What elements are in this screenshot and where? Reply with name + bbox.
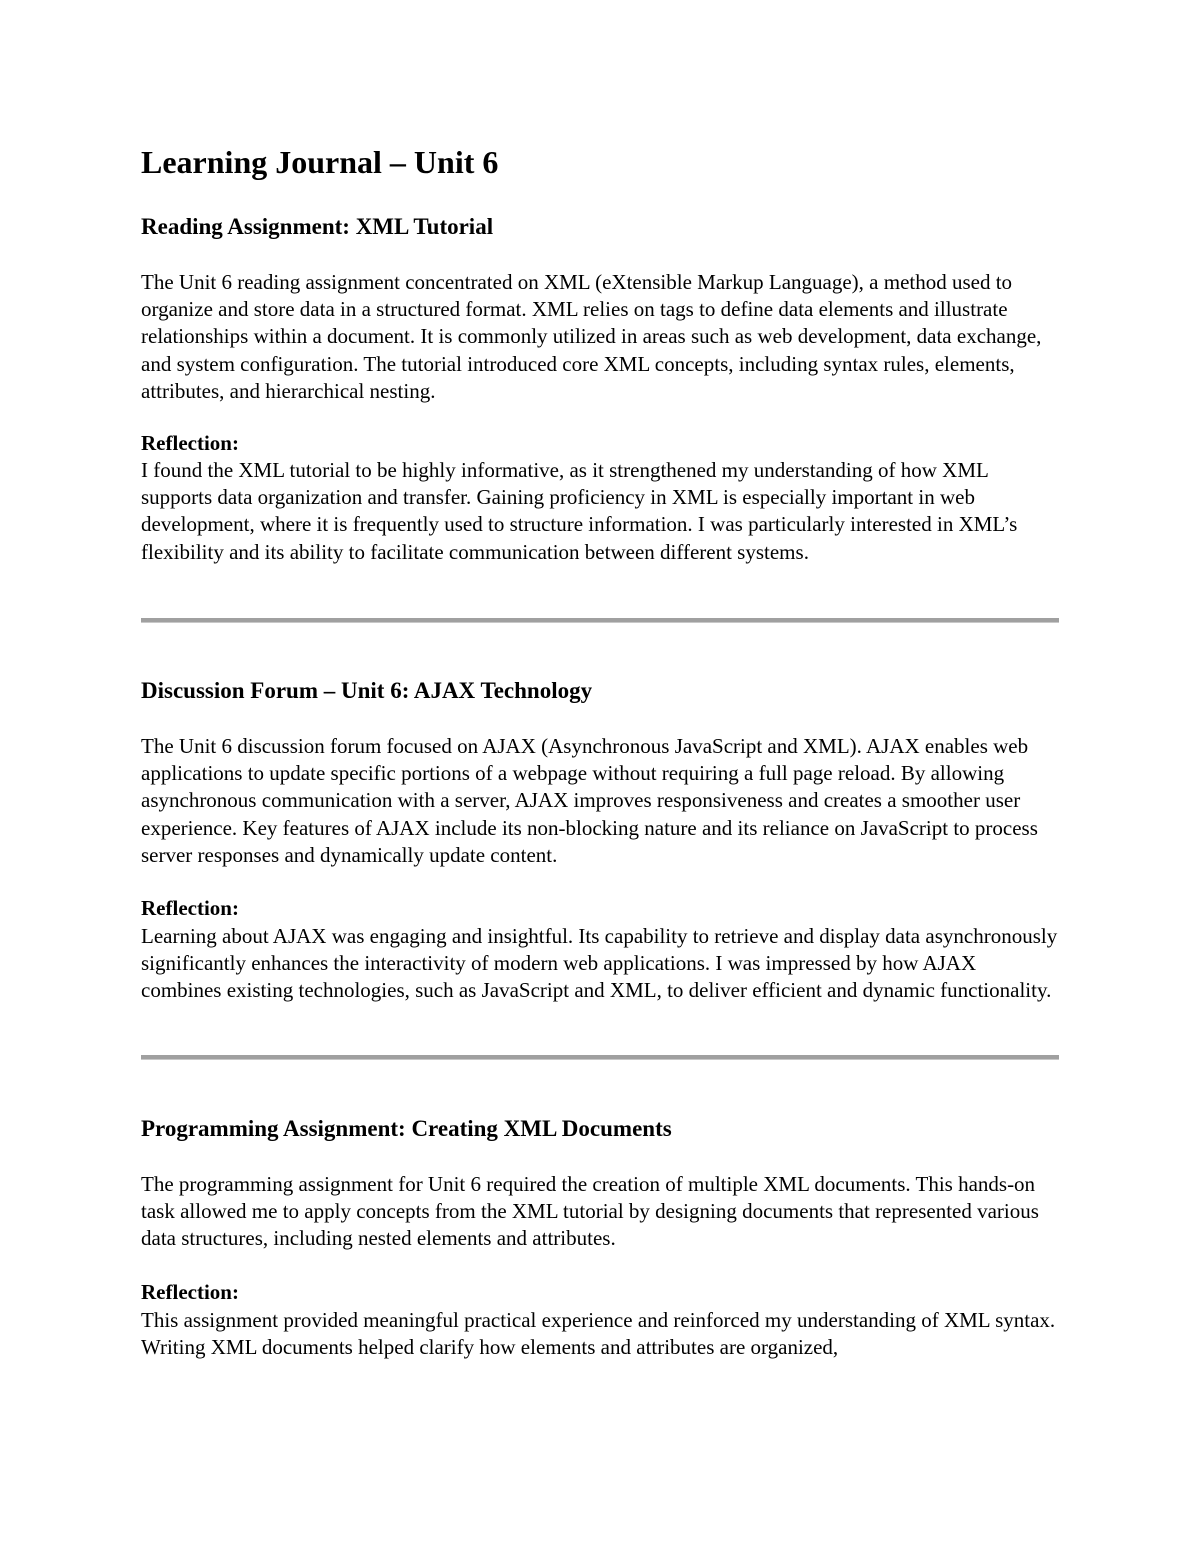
section-heading-programming: Programming Assignment: Creating XML Documents [141,1116,672,1141]
reflection-text-reading: I found the XML tutorial to be highly informative, as it strengthened my understanding of how XML supports data organization and transfer. Gaining proficiency in XML is especially important in web development, where it is frequently used to structure information. I was particularly interested in XML’s flexibility and its ability to facilitate communication between different systems. [141,458,1018,564]
section-heading-discussion: Discussion Forum – Unit 6: AJAX Technology [141,678,593,703]
reflection-label-programming: Reflection: [141,1280,239,1304]
section-divider [141,1055,1059,1060]
page-title: Learning Journal – Unit 6 [141,144,499,180]
reflection-label-discussion: Reflection: [141,896,239,920]
section-body-reading: The Unit 6 reading assignment concentrated on XML (eXtensible Markup Language), a method used to organize and store data in a structured format. XML relies on tags to define data elements and illustrate relationships within a document. It is commonly utilized in areas such as web development, data exchange, and system configuration. The tutorial introduced core XML concepts, including syntax rules, elements, attributes, and hierarchical nesting. [141,270,1042,403]
reflection-text-programming: This assignment provided meaningful practical experience and reinforced my understanding of XML syntax. Writing XML documents helped clarify how elements and attributes are organized, [141,1308,1056,1360]
section-divider [141,618,1059,623]
reflection-label-reading: Reflection: [141,431,239,455]
section-body-programming: The programming assignment for Unit 6 required the creation of multiple XML documents. This hands-on task allowed me to apply concepts from the XML tutorial by designing documents that represented various data structures, including nested elements and attributes. [141,1172,1039,1251]
reflection-text-discussion: Learning about AJAX was engaging and insightful. Its capability to retrieve and display data asynchronously significantly enhances the interactivity of modern web applications. I was impressed by how AJAX combines existing technologies, such as JavaScript and XML, to deliver efficient and dynamic functionality. [141,924,1058,1003]
section-heading-reading: Reading Assignment: XML Tutorial [141,214,494,239]
section-body-discussion: The Unit 6 discussion forum focused on AJAX (Asynchronous JavaScript and XML). AJAX enables web applications to update specific portions of a webpage without requiring a full page reload. By allowing asynchronous communication with a server, AJAX improves responsiveness and creates a smoother user experience. Key features of AJAX include its non-blocking nature and its reliance on JavaScript to process server responses and dynamically update content. [141,734,1038,867]
